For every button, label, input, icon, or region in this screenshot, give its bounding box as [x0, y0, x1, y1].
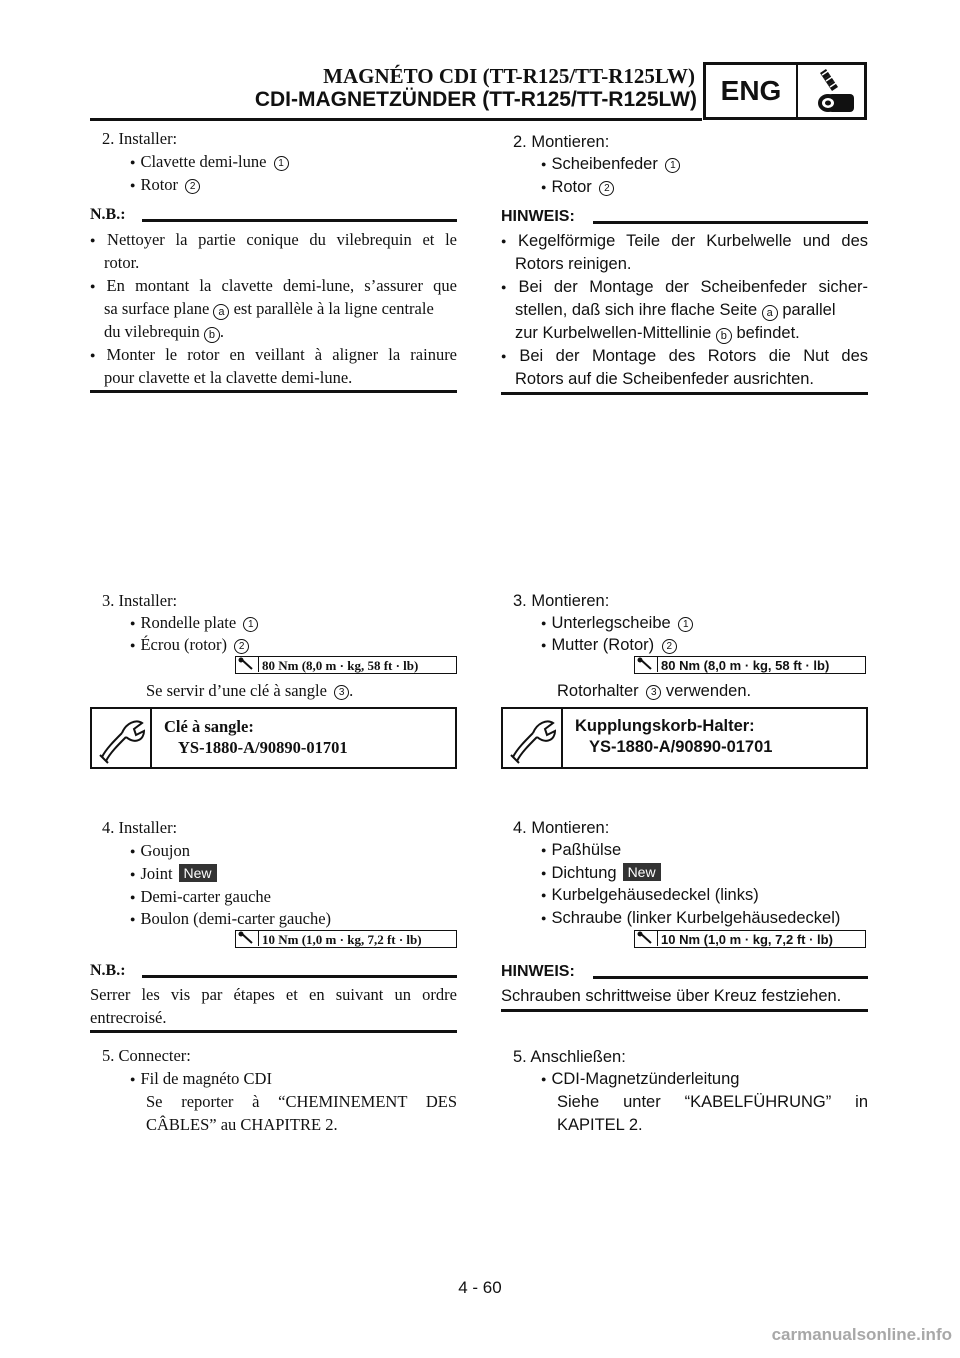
header-title-de: CDI-MAGNETZÜNDER (TT-R125/TT-R125LW) [254, 88, 697, 111]
de-step5-ref2: KAPITEL 2. [557, 1116, 643, 1134]
fr-step4-item4: ● Boulon (demi-carter gauche) [130, 908, 331, 932]
de-step4-item2: ● Dichtung New [541, 862, 661, 886]
de-step3-item2: ● Mutter (Rotor) 2 [541, 634, 677, 658]
fr-step2-title: 2. Installer: [102, 129, 178, 148]
fr-step5-ref2: CÂBLES” au CHAPITRE 2. [146, 1115, 338, 1134]
de-note1-rule [593, 221, 868, 224]
de-note2-label: HINWEIS: [501, 963, 575, 980]
de-note2-line1: Schrauben schrittweise über Kreuz festziehen. [501, 987, 842, 1005]
header-title-fr: MAGNÉTO CDI (TT-R125/TT-R125LW) [323, 64, 695, 88]
fr-note1-bottom-rule [90, 390, 457, 393]
de-note1-line1: ● Kegelförmige Teile der Kurbelwelle und des [501, 230, 868, 254]
fr-note1-line4: sa surface plane a est parallèle à la ligne centrale [104, 299, 434, 318]
de-step5-item1: ● CDI-Magnetzünderleitung [541, 1068, 739, 1092]
de-note1-line2: Rotors reinigen. [515, 255, 632, 273]
de-note2-bottom-rule [501, 1009, 868, 1012]
page-number: 4 - 60 [458, 1278, 502, 1297]
fr-step3-item2: ● Écrou (rotor) 2 [130, 634, 249, 658]
fr-step5-item1: ● Fil de magnéto CDI [130, 1068, 272, 1092]
fr-note1-line6: ● Monter le rotor en veillant à aligner la rainure [90, 344, 457, 368]
de-note1-line7: Rotors auf die Scheibenfeder ausrichten. [515, 370, 815, 388]
de-step3-tool-box: Kupplungskorb-Halter: YS-1880-A/90890-01701 [501, 707, 868, 769]
fr-step3-text: Se servir d’une clé à sangle 3 . [146, 681, 354, 700]
special-tool-wrench-icon [503, 709, 563, 767]
language-label: ENG [706, 65, 798, 117]
de-step2-title: 2. Montieren: [513, 133, 610, 151]
fr-note2-line2: entrecroisé. [90, 1008, 167, 1027]
header-rule [90, 118, 702, 121]
de-note1-line3: ● Bei der Montage der Scheibenfeder sicher- [501, 276, 868, 300]
fr-note2-rule [142, 975, 457, 978]
de-step5-title: 5. Anschließen: [513, 1048, 626, 1066]
special-tool-wrench-icon [92, 709, 152, 767]
de-note2-rule [593, 976, 868, 979]
fr-step5-title: 5. Connecter: [102, 1046, 191, 1065]
torque-wrench-icon [635, 657, 658, 672]
torque-wrench-icon [236, 657, 259, 672]
new-badge: New [623, 863, 661, 881]
fr-note1-line7: pour clavette et la clavette demi-lune. [104, 368, 353, 387]
fr-note1-line5: du vilebrequin b . [104, 322, 225, 341]
de-step4-title: 4. Montieren: [513, 819, 610, 837]
fr-step2-item2: ● Rotor 2 [130, 174, 200, 198]
de-step2-item2: ● Rotor 2 [541, 176, 614, 200]
de-step2-item1: ● Scheibenfeder 1 [541, 153, 680, 177]
de-step4-item1: ● Paßhülse [541, 839, 621, 863]
fr-step3-item1: ● Rondelle plate 1 [130, 612, 258, 636]
fr-note1-rule [142, 219, 457, 222]
de-note1-label: HINWEIS: [501, 208, 575, 225]
de-step4-item3: ● Kurbelgehäusedeckel (links) [541, 884, 759, 908]
fr-step4-item1: ● Goujon [130, 840, 190, 864]
de-note1-line6: ● Bei der Montage des Rotors die Nut des [501, 345, 868, 369]
fr-step3-torque: 80 Nm (8,0 m · kg, 58 ft · lb) [235, 656, 457, 674]
fr-step4-title: 4. Installer: [102, 818, 178, 837]
de-step3-item1: ● Unterlegscheibe 1 [541, 612, 693, 636]
torque-wrench-icon [236, 931, 259, 946]
fr-step5-ref1: Se reporter à “CHEMINEMENT DES [146, 1092, 457, 1111]
fr-step4-item3: ● Demi-carter gauche [130, 886, 271, 910]
de-step4-item4: ● Schraube (linker Kurbelgehäusedeckel) [541, 907, 840, 931]
de-step3-title: 3. Montieren: [513, 592, 610, 610]
fr-step3-tool-box: Clé à sangle: YS-1880-A/90890-01701 [90, 707, 457, 769]
fr-step2-item1: ● Clavette demi-lune 1 [130, 151, 289, 175]
watermark: carmanualsonline.info [771, 1325, 952, 1344]
fr-step3-title: 3. Installer: [102, 591, 178, 610]
de-step5-ref1: Siehe unter “KABELFÜHRUNG” in [557, 1093, 868, 1111]
de-note1-line4: stellen, daß sich ihre flache Seite a parallel [515, 301, 836, 319]
fr-note1-line2: rotor. [104, 253, 140, 272]
fr-step4-item2: ● Joint New [130, 863, 217, 887]
fr-note2-bottom-rule [90, 1030, 457, 1033]
fr-step4-torque: 10 Nm (1,0 m · kg, 7,2 ft · lb) [235, 930, 457, 948]
fr-note2-label: N.B.: [90, 962, 126, 979]
fr-note1-line3: ● En montant la clavette demi-lune, s’assurer que [90, 275, 457, 299]
torque-wrench-icon [635, 931, 658, 946]
fr-note1-label: N.B.: [90, 206, 126, 223]
fr-note1-line1: ● Nettoyer la partie conique du vilebrequin et le [90, 229, 457, 253]
de-step3-torque: 80 Nm (8,0 m · kg, 58 ft · lb) [634, 656, 866, 674]
de-note1-bottom-rule [501, 392, 868, 395]
de-step3-text: Rotorhalter 3 verwenden. [557, 682, 752, 700]
de-note1-line5: zur Kurbelwellen-Mittellinie b befindet. [515, 324, 800, 342]
language-badge [703, 62, 867, 120]
new-badge: New [179, 864, 217, 882]
engine-bolt-icon [798, 67, 862, 115]
de-step4-torque: 10 Nm (1,0 m · kg, 7,2 ft · lb) [634, 930, 866, 948]
fr-note2-line1: Serrer les vis par étapes et en suivant un ordre [90, 985, 457, 1004]
